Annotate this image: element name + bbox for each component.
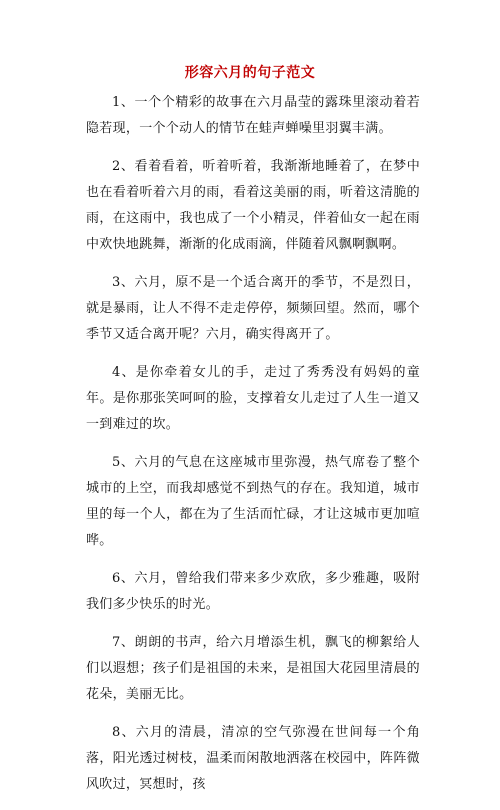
paragraph-3: 3、六月，原不是一个适合离开的季节，不是烈日，就是暴雨，让人不得不走走停停，频频回望。然而，哪个季节又适合离开呢？六月，确实得离开了。 <box>86 275 420 342</box>
paragraph-5: 5、六月的气息在这座城市里弥漫，热气席卷了整个城市的上空，而我却感觉不到热气的存在。我知道，城市里的每一个人，都在为了生活而忙碌，才让这城市更加喧哗。 <box>86 455 420 548</box>
paragraph-6: 6、六月，曾给我们带来多少欢欣，多少雅趣，吸附我们多少快乐的时光。 <box>86 571 420 612</box>
paragraph-8: 8、六月的清晨，清凉的空气弥漫在世间每一个角落，阳光透过树枝，温柔而闲散地洒落在校园中，阵阵微风吹过，冥想时，孩 <box>86 725 420 792</box>
paragraph-7: 7、朗朗的书声，给六月增添生机，飘飞的柳絮给人们以遐想；孩子们是祖国的未来，是祖国大花园里清晨的花朵，美丽无比。 <box>86 635 420 702</box>
paragraph-1: 1、一个个精彩的故事在六月晶莹的露珠里滚动着若隐若现，一个个动人的情节在蛙声蝉噪里羽翼丰满。 <box>86 95 420 136</box>
page-title: 形容六月的句子范文 <box>184 65 316 81</box>
document-body <box>86 90 420 810</box>
paragraph-2: 2、看着看着，听着听着，我渐渐地睡着了，在梦中也在看着听着六月的雨，看着这美丽的雨，听着这清脆的雨，在这雨中，我也成了一个小精灵，伴着仙女一起在雨中欢快地跳舞，渐渐的化成雨滴，伴随着风飘啊飘啊。 <box>86 159 420 252</box>
paragraph-4: 4、是你牵着女儿的手，走过了秀秀没有妈妈的童年。是你那张笑呵呵的脸，支撑着女儿走过了人生一道又一到难过的坎。 <box>86 365 420 432</box>
